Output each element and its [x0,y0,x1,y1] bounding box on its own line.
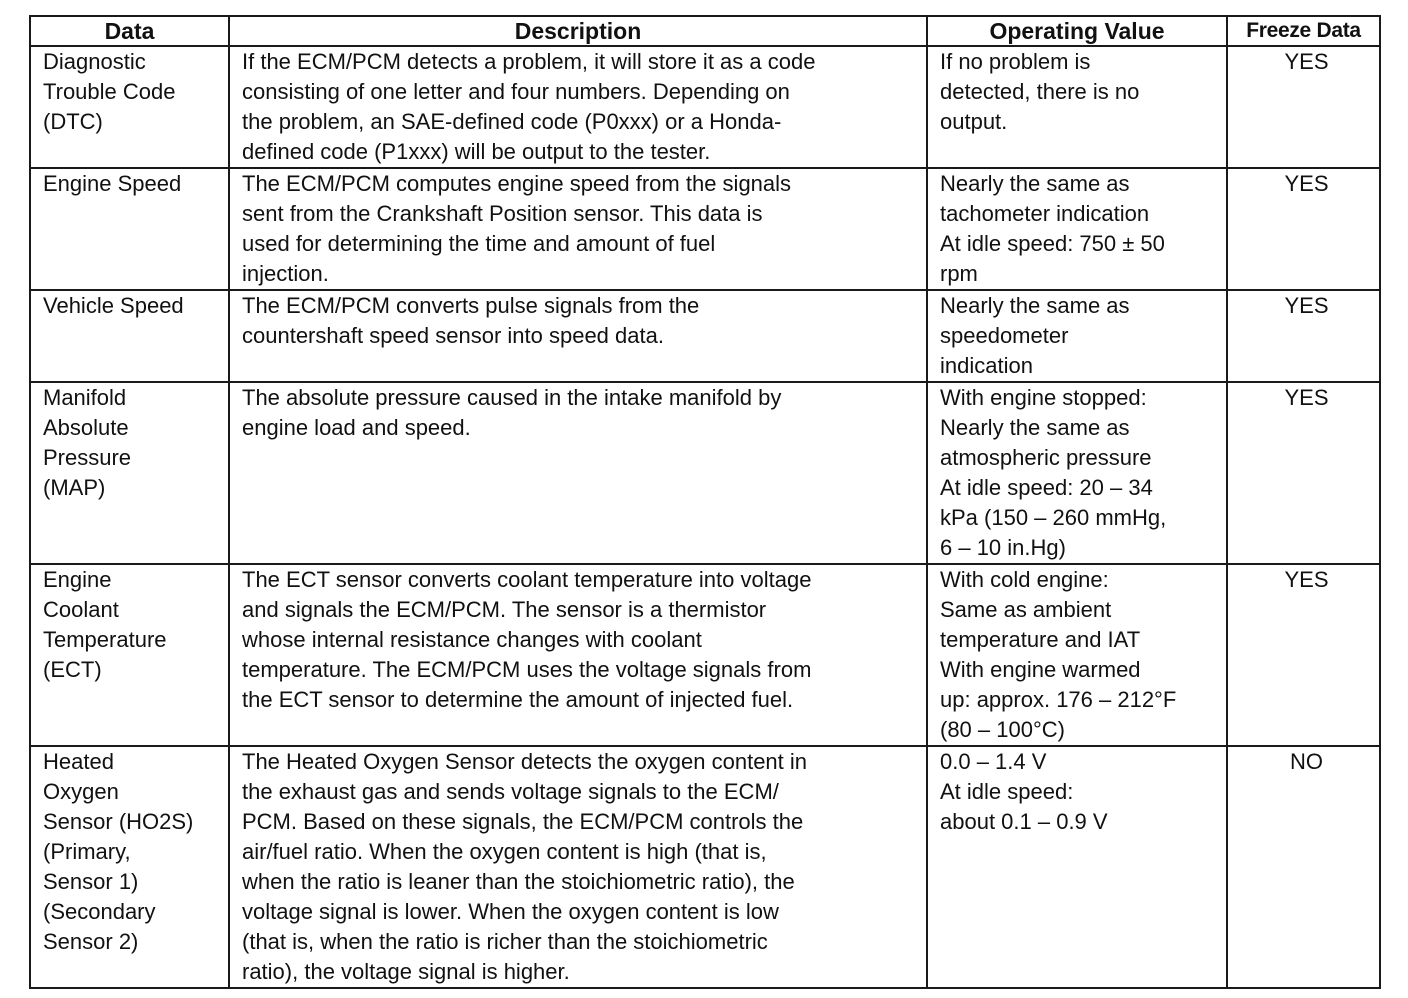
cell-operating-value [927,168,1227,290]
cell-freeze-data [1227,168,1380,290]
operating-value-text: Nearly the same as tachometer indication At idle speed: 750 ± 50 rpm [940,171,1165,286]
header-description: Description [229,16,927,46]
cell-operating-value [927,564,1227,746]
table-header-row [30,16,1380,46]
cell-operating-value [927,382,1227,564]
freeze-data-value: YES [1284,171,1329,196]
operating-value-text: If no problem is detected, there is no output. [940,49,1140,134]
cell-freeze-data [1227,746,1380,988]
operating-value-text: With cold engine: Same as ambient temperature and IAT With engine warmed up: approx. 176 – 212°F (80 – 100°C) [940,567,1177,742]
table-row-map [30,382,1380,564]
cell-data [30,564,229,746]
description-text: The absolute pressure caused in the intake manifold by engine load and speed. [242,385,782,440]
table-row-vehicle-speed [30,290,1380,382]
table-row-ect [30,564,1380,746]
operating-value-text: Nearly the same as speedometer indication [940,293,1130,378]
freeze-data-value: YES [1284,49,1329,74]
freeze-data-value: NO [1290,749,1323,774]
cell-description [229,290,927,382]
header-freeze-data: Freeze Data [1227,16,1380,46]
table-row-engine-speed [30,168,1380,290]
freeze-data-value: YES [1284,293,1329,318]
cell-data [30,290,229,382]
data-label: Manifold Absolute Pressure (MAP) [43,385,132,500]
cell-operating-value [927,290,1227,382]
description-text: The Heated Oxygen Sensor detects the oxygen content in the exhaust gas and sends voltage signals to the ECM/ PCM. Based on these signals, the ECM/PCM controls the air/fuel ratio. When the oxygen content is high (that is, when the ratio is leaner than the stoichiometric ratio), the voltage signal is lower. When the oxygen content is low (that is, when the ratio is richer than the stoichiometric ratio), the voltage signal is higher. [242,749,808,984]
cell-operating-value [927,746,1227,988]
cell-description [229,746,927,988]
freeze-data-value: YES [1284,385,1329,410]
table-row-ho2s [30,746,1380,988]
data-label: Diagnostic Trouble Code (DTC) [43,49,176,134]
description-text: The ECT sensor converts coolant temperature into voltage and signals the ECM/PCM. The sensor is a thermistor whose internal resistance changes with coolant temperature. The ECM/PCM uses the voltage signals from the ECT sensor to determine the amount of injected fuel. [242,567,812,712]
cell-freeze-data [1227,564,1380,746]
operating-value-text: 0.0 – 1.4 V At idle speed: about 0.1 – 0.9 V [940,749,1108,834]
cell-description [229,564,927,746]
cell-freeze-data [1227,46,1380,168]
cell-description [229,168,927,290]
data-label: Engine Speed [43,171,182,196]
freeze-data-value: YES [1284,567,1329,592]
description-text: The ECM/PCM converts pulse signals from the countershaft speed sensor into speed data. [242,293,700,348]
data-label: Vehicle Speed [43,293,184,318]
data-label: Engine Coolant Temperature (ECT) [43,567,167,682]
cell-freeze-data [1227,382,1380,564]
cell-description [229,382,927,564]
operating-value-text: With engine stopped: Nearly the same as atmospheric pressure At idle speed: 20 – 34 kPa (150 – 260 mmHg, 6 – 10 in.Hg) [940,385,1167,560]
header-data: Data [30,16,229,46]
data-reference-table [29,15,1381,989]
cell-description [229,46,927,168]
table-row-dtc [30,46,1380,168]
cell-freeze-data [1227,290,1380,382]
header-operating-value: Operating Value [927,16,1227,46]
cell-data [30,46,229,168]
cell-operating-value [927,46,1227,168]
description-text: If the ECM/PCM detects a problem, it will store it as a code consisting of one letter and four numbers. Depending on the problem, an SAE-defined code (P0xxx) or a Honda- defined code (P1xxx) will be output to the tester. [242,49,816,164]
cell-data [30,382,229,564]
description-text: The ECM/PCM computes engine speed from the signals sent from the Crankshaft Position sensor. This data is used for determining the time and amount of fuel injection. [242,171,792,286]
cell-data [30,168,229,290]
cell-data [30,746,229,988]
data-label: Heated Oxygen Sensor (HO2S) (Primary, Sensor 1) (Secondary Sensor 2) [43,749,194,954]
